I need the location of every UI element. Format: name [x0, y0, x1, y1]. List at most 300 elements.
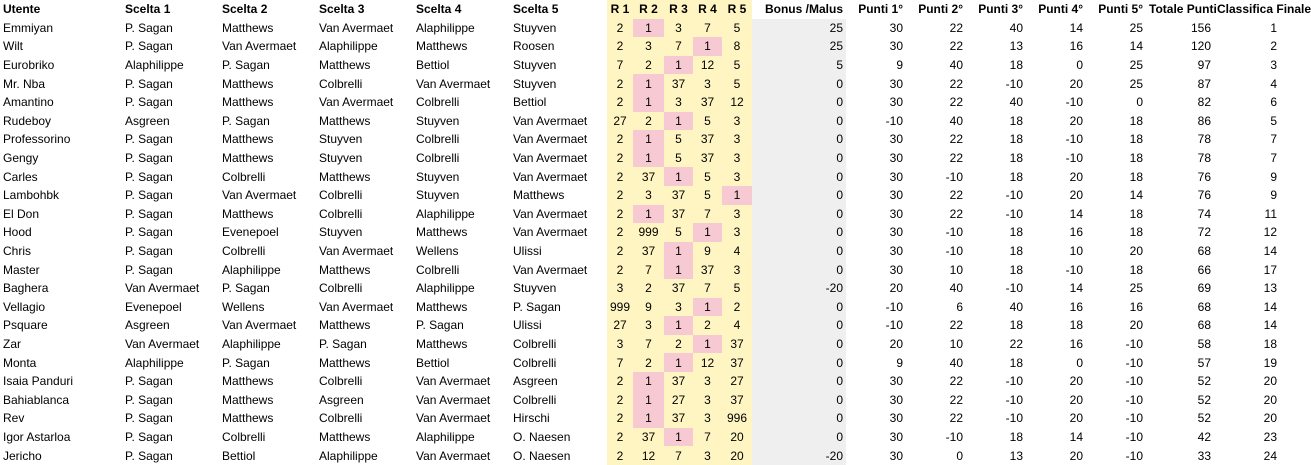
cell-r-2: 2 [633, 353, 664, 372]
cell-utente: Lambohbk [3, 188, 60, 203]
table-row [0, 335, 1280, 354]
cell-r-3: 1 [664, 260, 693, 279]
cell-punti-2: 10 [949, 336, 963, 351]
cell-utente: Jericho [3, 448, 42, 463]
cell-bonus-malus: 0 [752, 316, 846, 335]
cell-scelta-4: Van Avermaet [416, 76, 491, 91]
cell-scelta-5: Colbrelli [513, 392, 557, 407]
cell-scelta-3: Matthews [319, 355, 371, 370]
header-punti-3: Punti 3° [978, 2, 1023, 17]
cell-punti-3: 18 [1009, 132, 1023, 147]
cell-scelta-3: Colbrelli [319, 188, 363, 203]
cell-r-4: 37 [693, 93, 722, 112]
cell-classifica-finale: 14 [1263, 299, 1277, 314]
cell-punti-1: 30 [889, 188, 903, 203]
cell-scelta-4: P. Sagan [416, 318, 464, 333]
cell-scelta-3: Matthews [319, 58, 371, 73]
cell-scelta-4: Matthews [416, 336, 468, 351]
table-row [0, 260, 1280, 279]
cell-utente: Professorino [3, 132, 71, 147]
cell-r-1: 2 [607, 446, 633, 465]
cell-scelta-2: P. Sagan [222, 58, 270, 73]
cell-scelta-4: Stuyven [416, 169, 460, 184]
cell-utente: Master [3, 262, 40, 277]
cell-scelta-2: Colbrelli [222, 429, 266, 444]
cell-bonus-malus: 25 [752, 19, 846, 38]
cell-punti-1: 20 [889, 281, 903, 296]
cell-r-4: 5 [693, 112, 722, 131]
cell-punti-2: 40 [949, 113, 963, 128]
cell-r-3: 1 [664, 242, 693, 261]
cell-scelta-4: Van Avermaet [416, 411, 491, 426]
cell-punti-1: -10 [885, 299, 903, 314]
cell-punti-2: 22 [949, 188, 963, 203]
cell-punti-1: 30 [889, 132, 903, 147]
cell-classifica-finale: 2 [1270, 39, 1277, 54]
cell-totale-punti: 52 [1197, 411, 1211, 426]
cell-r-2: 3 [633, 316, 664, 335]
cell-classifica-finale: 14 [1263, 244, 1277, 259]
cell-scelta-4: Van Avermaet [416, 392, 491, 407]
cell-utente: El Don [3, 206, 40, 221]
cell-punti-3: -10 [1005, 374, 1023, 389]
cell-r-4: 3 [693, 390, 722, 409]
cell-utente: Eurobriko [3, 58, 55, 73]
cell-scelta-5: Van Avermaet [513, 151, 588, 166]
cell-scelta-1: P. Sagan [125, 169, 173, 184]
cell-punti-2: 6 [956, 299, 963, 314]
cell-scelta-5: Stuyven [513, 281, 557, 296]
cell-punti-2: 10 [949, 262, 963, 277]
cell-scelta-4: Van Avermaet [416, 374, 491, 389]
cell-scelta-1: P. Sagan [125, 262, 173, 277]
cell-scelta-1: Evenepoel [125, 299, 182, 314]
cell-punti-3: 13 [1009, 39, 1023, 54]
cell-r-3: 1 [664, 428, 693, 447]
cell-r-2: 12 [633, 446, 664, 465]
cell-punti-5: -10 [1125, 411, 1143, 426]
cell-punti-1: 30 [889, 95, 903, 110]
cell-scelta-3: Matthews [319, 113, 371, 128]
cell-bonus-malus: 0 [752, 335, 846, 354]
cell-bonus-malus: 0 [752, 186, 846, 205]
cell-punti-5: 16 [1129, 299, 1143, 314]
cell-classifica-finale: 9 [1270, 188, 1277, 203]
cell-punti-1: 30 [889, 392, 903, 407]
cell-r-3: 5 [664, 130, 693, 149]
cell-r-4: 3 [693, 409, 722, 428]
cell-totale-punti: 58 [1197, 336, 1211, 351]
cell-punti-2: -10 [945, 169, 963, 184]
cell-r-1: 2 [607, 149, 633, 168]
cell-r-4: 7 [693, 428, 722, 447]
cell-r-1: 7 [607, 353, 633, 372]
header-r-1: R 1 [607, 0, 633, 19]
table-row [0, 279, 1280, 298]
cell-scelta-1: P. Sagan [125, 225, 173, 240]
cell-scelta-1: P. Sagan [125, 206, 173, 221]
cell-r-1: 2 [607, 167, 633, 186]
cell-r-4: 7 [693, 19, 722, 38]
cell-bonus-malus: 0 [752, 298, 846, 317]
cell-scelta-3: Colbrelli [319, 206, 363, 221]
cell-r-4: 37 [693, 149, 722, 168]
cell-r-5: 2 [722, 298, 752, 317]
cell-scelta-1: Asgreen [125, 318, 170, 333]
header-scelta-2: Scelta 2 [222, 2, 268, 17]
cell-punti-2: 22 [949, 39, 963, 54]
cell-r-1: 3 [607, 279, 633, 298]
cell-punti-3: 18 [1009, 318, 1023, 333]
cell-scelta-3: Van Avermaet [319, 299, 394, 314]
cell-r-3: 5 [664, 223, 693, 242]
cell-punti-4: 20 [1069, 169, 1083, 184]
table-row [0, 93, 1280, 112]
cell-r-2: 37 [633, 242, 664, 261]
header-punti-5: Punti 5° [1098, 2, 1143, 17]
header-r-4: R 4 [693, 0, 722, 19]
cell-punti-3: 18 [1009, 429, 1023, 444]
cell-punti-4: 20 [1069, 76, 1083, 91]
cell-r-4: 1 [693, 37, 722, 56]
cell-classifica-finale: 13 [1263, 281, 1277, 296]
cell-punti-1: 20 [889, 336, 903, 351]
cell-punti-1: 30 [889, 448, 903, 463]
cell-r-1: 2 [607, 74, 633, 93]
cell-scelta-2: Matthews [222, 95, 274, 110]
cell-classifica-finale: 12 [1263, 225, 1277, 240]
cell-r-2: 7 [633, 335, 664, 354]
cell-punti-1: 30 [889, 206, 903, 221]
cell-punti-2: 40 [949, 58, 963, 73]
cell-bonus-malus: 0 [752, 242, 846, 261]
cell-punti-4: 16 [1069, 225, 1083, 240]
cell-r-5: 37 [722, 335, 752, 354]
cell-r-5: 4 [722, 242, 752, 261]
cell-r-3: 37 [664, 74, 693, 93]
table-row [0, 446, 1280, 465]
cell-r-4: 1 [693, 223, 722, 242]
cell-bonus-malus: 0 [752, 205, 846, 224]
cell-r-3: 2 [664, 335, 693, 354]
table-row [0, 56, 1280, 75]
cell-scelta-5: Van Avermaet [513, 132, 588, 147]
cell-punti-5: 18 [1129, 169, 1143, 184]
cell-scelta-2: Evenepoel [222, 225, 279, 240]
cell-r-1: 2 [607, 242, 633, 261]
cell-r-1: 2 [607, 93, 633, 112]
cell-r-5: 37 [722, 390, 752, 409]
cell-scelta-3: Van Avermaet [319, 244, 394, 259]
cell-classifica-finale: 5 [1270, 113, 1277, 128]
cell-r-4: 37 [693, 130, 722, 149]
cell-scelta-2: Van Avermaet [222, 39, 297, 54]
cell-scelta-1: P. Sagan [125, 392, 173, 407]
cell-r-3: 7 [664, 446, 693, 465]
cell-r-4: 3 [693, 372, 722, 391]
header-r-3: R 3 [664, 0, 693, 19]
cell-bonus-malus: 0 [752, 149, 846, 168]
cell-punti-1: 30 [889, 20, 903, 35]
cell-scelta-5: Stuyven [513, 20, 557, 35]
cell-totale-punti: 42 [1197, 429, 1211, 444]
cell-bonus-malus: 25 [752, 37, 846, 56]
cell-bonus-malus: 0 [752, 409, 846, 428]
cell-punti-3: 18 [1009, 113, 1023, 128]
cell-scelta-5: Roosen [513, 39, 555, 54]
cell-r-1: 2 [607, 130, 633, 149]
cell-r-2: 37 [633, 428, 664, 447]
cell-scelta-5: Asgreen [513, 374, 558, 389]
cell-punti-4: -10 [1065, 262, 1083, 277]
cell-r-5: 8 [722, 37, 752, 56]
cell-scelta-3: Alaphilippe [319, 39, 378, 54]
cell-utente: Amantino [3, 95, 54, 110]
cell-totale-punti: 87 [1197, 76, 1211, 91]
cell-scelta-1: P. Sagan [125, 429, 173, 444]
cell-scelta-3: Stuyven [319, 225, 363, 240]
cell-r-1: 2 [607, 428, 633, 447]
cell-punti-4: 20 [1069, 113, 1083, 128]
cell-r-3: 27 [664, 390, 693, 409]
cell-punti-5: 25 [1129, 58, 1143, 73]
cell-r-1: 2 [607, 260, 633, 279]
cell-scelta-1: P. Sagan [125, 244, 173, 259]
cell-scelta-2: Matthews [222, 151, 274, 166]
cell-bonus-malus: 0 [752, 74, 846, 93]
cell-punti-4: 16 [1069, 39, 1083, 54]
cell-totale-punti: 97 [1197, 58, 1211, 73]
cell-totale-punti: 52 [1197, 374, 1211, 389]
cell-scelta-5: Van Avermaet [513, 262, 588, 277]
cell-r-3: 37 [664, 279, 693, 298]
cell-r-5: 12 [722, 93, 752, 112]
cell-punti-3: 18 [1009, 355, 1023, 370]
cell-bonus-malus: 0 [752, 390, 846, 409]
cell-scelta-5: Van Avermaet [513, 206, 588, 221]
cell-scelta-2: Matthews [222, 76, 274, 91]
cell-scelta-1: P. Sagan [125, 20, 173, 35]
header-scelta-1: Scelta 1 [125, 2, 171, 17]
cell-scelta-5: Ulissi [513, 318, 542, 333]
cell-punti-1: 30 [889, 244, 903, 259]
cell-bonus-malus: 0 [752, 167, 846, 186]
header-scelta-5: Scelta 5 [513, 2, 559, 17]
cell-punti-3: 18 [1009, 58, 1023, 73]
cell-punti-5: 18 [1129, 151, 1143, 166]
cell-r-5: 3 [722, 223, 752, 242]
cell-scelta-2: Wellens [222, 299, 265, 314]
cell-r-3: 37 [664, 409, 693, 428]
table-row [0, 37, 1280, 56]
cell-punti-1: 30 [889, 411, 903, 426]
cell-utente: Zar [3, 336, 21, 351]
cell-punti-4: -10 [1065, 95, 1083, 110]
cell-totale-punti: 68 [1197, 318, 1211, 333]
cell-punti-4: 10 [1069, 244, 1083, 259]
cell-r-3: 3 [664, 298, 693, 317]
cell-punti-4: -10 [1065, 132, 1083, 147]
cell-r-2: 37 [633, 167, 664, 186]
cell-totale-punti: 68 [1197, 244, 1211, 259]
table-row [0, 390, 1280, 409]
cell-r-5: 996 [722, 409, 752, 428]
cell-r-2: 1 [633, 19, 664, 38]
header-r-2: R 2 [633, 0, 664, 19]
header-classifica-finale: Classifica Finale [1217, 2, 1311, 17]
cell-scelta-5: Colbrelli [513, 336, 557, 351]
cell-bonus-malus: 0 [752, 428, 846, 447]
cell-r-4: 1 [693, 335, 722, 354]
cell-r-5: 5 [722, 279, 752, 298]
cell-punti-3: -10 [1005, 76, 1023, 91]
cell-r-5: 5 [722, 74, 752, 93]
cell-punti-3: 40 [1009, 20, 1023, 35]
cell-r-3: 3 [664, 93, 693, 112]
cell-scelta-3: Stuyven [319, 151, 363, 166]
cell-r-5: 20 [722, 428, 752, 447]
cell-punti-5: -10 [1125, 374, 1143, 389]
cell-bonus-malus: 0 [752, 372, 846, 391]
cell-scelta-2: Matthews [222, 374, 274, 389]
header-totale-punti: Totale Punti [1149, 2, 1217, 17]
cell-punti-1: 30 [889, 429, 903, 444]
cell-r-2: 3 [633, 37, 664, 56]
cell-punti-1: -10 [885, 318, 903, 333]
cell-r-5: 3 [722, 130, 752, 149]
cell-r-5: 4 [722, 316, 752, 335]
cell-punti-1: 30 [889, 225, 903, 240]
cell-scelta-5: Colbrelli [513, 355, 557, 370]
cell-r-5: 37 [722, 353, 752, 372]
cell-scelta-4: Van Avermaet [416, 448, 491, 463]
cell-r-1: 2 [607, 19, 633, 38]
cell-punti-5: -10 [1125, 392, 1143, 407]
cell-scelta-5: Ulissi [513, 244, 542, 259]
cell-scelta-4: Alaphilippe [416, 281, 475, 296]
cell-classifica-finale: 3 [1270, 58, 1277, 73]
header-scelta-4: Scelta 4 [416, 2, 462, 17]
header-utente: Utente [3, 2, 41, 17]
cell-r-3: 1 [664, 112, 693, 131]
cell-scelta-2: Alaphilippe [222, 262, 281, 277]
cell-utente: Psquare [3, 318, 48, 333]
cell-scelta-4: Alaphilippe [416, 429, 475, 444]
cell-r-1: 2 [607, 390, 633, 409]
cell-classifica-finale: 1 [1270, 20, 1277, 35]
cell-punti-2: 40 [949, 281, 963, 296]
cell-punti-1: 30 [889, 374, 903, 389]
cell-r-4: 12 [693, 353, 722, 372]
cell-punti-2: 22 [949, 411, 963, 426]
cell-r-1: 7 [607, 56, 633, 75]
cell-r-5: 3 [722, 260, 752, 279]
cell-classifica-finale: 20 [1263, 374, 1277, 389]
cell-scelta-3: Alaphilippe [319, 448, 378, 463]
cell-punti-2: 22 [949, 318, 963, 333]
cell-r-1: 2 [607, 409, 633, 428]
cell-punti-4: 14 [1069, 20, 1083, 35]
cell-scelta-3: Van Avermaet [319, 95, 394, 110]
cell-punti-4: 14 [1069, 281, 1083, 296]
table-row [0, 298, 1280, 317]
cell-r-1: 27 [607, 112, 633, 131]
cell-scelta-3: Colbrelli [319, 281, 363, 296]
cell-scelta-1: Alaphilippe [125, 355, 184, 370]
cell-totale-punti: 78 [1197, 132, 1211, 147]
cell-punti-2: -10 [945, 225, 963, 240]
cell-r-1: 2 [607, 186, 633, 205]
cell-classifica-finale: 7 [1270, 132, 1277, 147]
cell-scelta-2: Matthews [222, 411, 274, 426]
cell-utente: Chris [3, 244, 32, 259]
cell-r-1: 27 [607, 316, 633, 335]
table-row [0, 186, 1280, 205]
cell-utente: Rev [3, 411, 25, 426]
cell-utente: Monta [3, 355, 37, 370]
cell-scelta-3: Van Avermaet [319, 20, 394, 35]
cell-r-1: 2 [607, 37, 633, 56]
cell-bonus-malus: 0 [752, 112, 846, 131]
cell-scelta-3: Colbrelli [319, 76, 363, 91]
cell-punti-1: 9 [896, 355, 903, 370]
cell-punti-3: 18 [1009, 262, 1023, 277]
cell-punti-4: 0 [1076, 355, 1083, 370]
cell-punti-4: 14 [1069, 206, 1083, 221]
cell-scelta-2: Van Avermaet [222, 318, 297, 333]
cell-punti-2: 22 [949, 132, 963, 147]
cell-classifica-finale: 17 [1263, 262, 1277, 277]
cell-scelta-1: P. Sagan [125, 95, 173, 110]
cell-classifica-finale: 20 [1263, 411, 1277, 426]
cell-r-4: 5 [693, 167, 722, 186]
cell-punti-2: 40 [949, 355, 963, 370]
cell-r-5: 3 [722, 112, 752, 131]
cell-punti-3: 40 [1009, 95, 1023, 110]
cell-punti-4: 16 [1069, 336, 1083, 351]
cell-r-1: 2 [607, 372, 633, 391]
table-row [0, 130, 1280, 149]
cell-punti-3: 18 [1009, 225, 1023, 240]
cell-bonus-malus: 0 [752, 260, 846, 279]
table-row [0, 167, 1280, 186]
cell-totale-punti: 82 [1197, 95, 1211, 110]
cell-scelta-4: Alaphilippe [416, 206, 475, 221]
cell-totale-punti: 156 [1190, 20, 1211, 35]
cell-punti-5: 25 [1129, 281, 1143, 296]
cell-r-2: 2 [633, 112, 664, 131]
cell-classifica-finale: 7 [1270, 151, 1277, 166]
header-bonus-malus: Bonus /Malus [764, 2, 843, 17]
cell-punti-2: 22 [949, 20, 963, 35]
table-row [0, 316, 1280, 335]
cell-punti-3: 13 [1009, 448, 1023, 463]
table-row [0, 223, 1280, 242]
cell-scelta-2: P. Sagan [222, 281, 270, 296]
cell-classifica-finale: 4 [1270, 76, 1277, 91]
cell-classifica-finale: 19 [1263, 355, 1277, 370]
cell-totale-punti: 78 [1197, 151, 1211, 166]
cell-punti-4: 20 [1069, 448, 1083, 463]
cell-punti-4: 20 [1069, 411, 1083, 426]
cell-punti-3: 40 [1009, 299, 1023, 314]
cell-punti-3: -10 [1005, 188, 1023, 203]
cell-punti-3: -10 [1005, 392, 1023, 407]
cell-totale-punti: 66 [1197, 262, 1211, 277]
cell-punti-3: -10 [1005, 411, 1023, 426]
cell-utente: Gengy [3, 151, 39, 166]
cell-bonus-malus: -20 [752, 446, 846, 465]
